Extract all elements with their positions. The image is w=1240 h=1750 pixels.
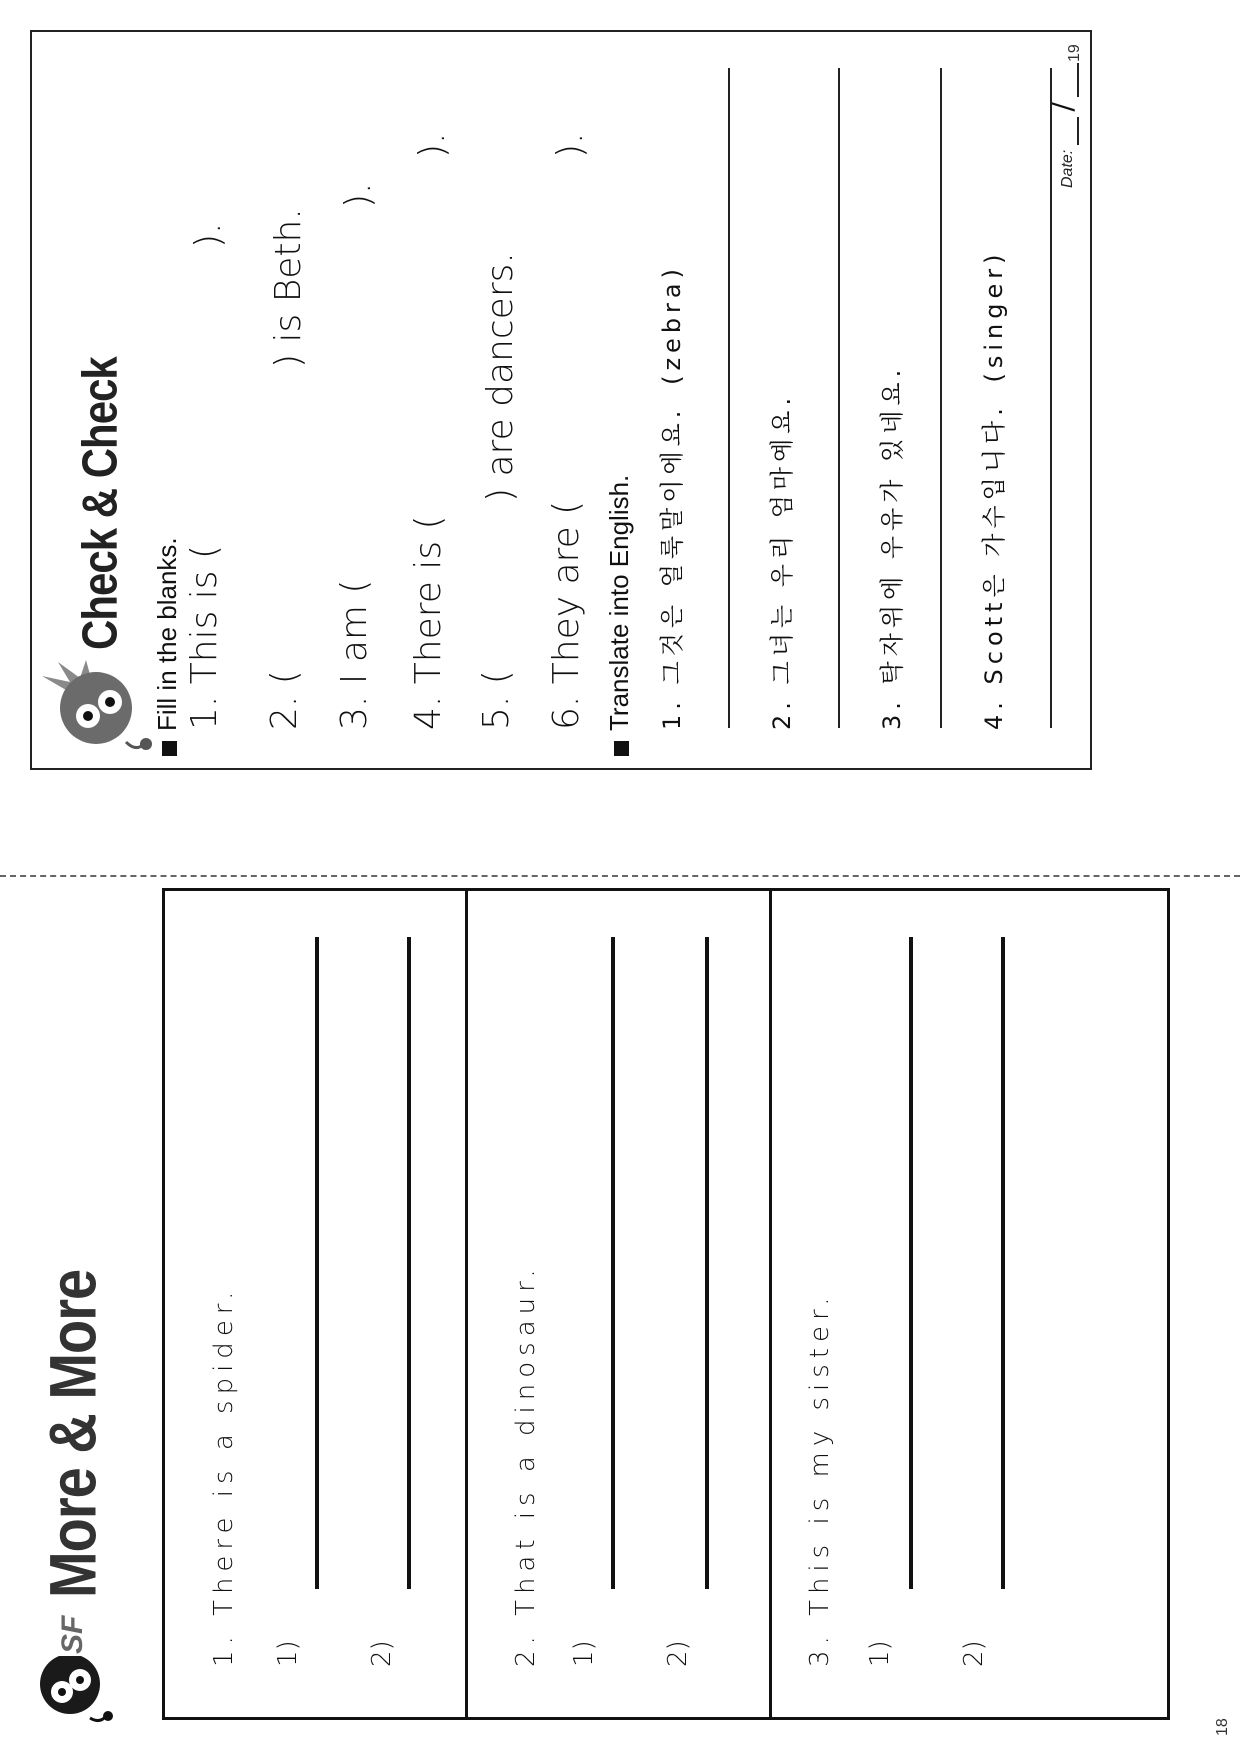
fold-line: [0, 875, 1240, 877]
more-and-more-logo: [32, 1656, 114, 1728]
translate-text: 4. Scott은 가수입니다.: [980, 403, 1008, 730]
fill-instruction-text: Fill in the blanks.: [152, 537, 182, 731]
answer-line[interactable]: [705, 937, 709, 1589]
fill-item-end: ).: [188, 222, 229, 248]
translate-instruction: [604, 475, 635, 756]
page-heading-more: More & More: [35, 1269, 110, 1598]
page-number-left: 18: [1214, 1718, 1231, 1736]
fill-item: 5. (: [476, 670, 517, 730]
sub-number: 1): [865, 1640, 895, 1667]
fill-item: 1. This is (: [184, 544, 225, 730]
exercise-prompt: 3. This is my sister.: [805, 1291, 835, 1667]
fill-instruction: [152, 537, 183, 756]
answer-line[interactable]: [407, 937, 411, 1589]
answer-line[interactable]: [611, 937, 615, 1589]
page-heading-check: Check & Check: [71, 357, 128, 650]
translate-hint: (zebra): [658, 264, 686, 385]
mascot-icon: [32, 1656, 114, 1728]
date-field[interactable]: [1046, 63, 1079, 188]
date-separator: /: [1046, 102, 1079, 112]
sub-number: 2): [663, 1640, 693, 1667]
fill-item: 2. (: [264, 670, 305, 730]
exercise-prompt: 1. There is a spider.: [209, 1285, 239, 1667]
answer-line[interactable]: [315, 937, 319, 1589]
fill-item: 6. They are (: [546, 500, 587, 730]
fill-item-end: ).: [412, 132, 453, 158]
translate-item: [974, 250, 1009, 730]
section-divider: [465, 891, 468, 1717]
sf-logo-text: SF: [56, 1615, 89, 1654]
translate-hint: (singer): [980, 249, 1008, 383]
fill-item-end: ) are dancers.: [480, 252, 521, 502]
page-number-right: 19: [1066, 44, 1083, 62]
sub-number: 2): [959, 1640, 989, 1667]
answer-line[interactable]: [1001, 937, 1005, 1589]
translate-item: [872, 365, 907, 730]
bullet-icon: [162, 741, 177, 756]
translate-item: [652, 264, 687, 730]
translate-text: 2. 그녀는 우리 엄마예요.: [768, 392, 796, 730]
sub-number: 2): [367, 1640, 397, 1667]
fill-item-end: ).: [550, 132, 591, 158]
check-box: [30, 30, 1092, 770]
sub-number: 1): [273, 1640, 303, 1667]
sub-number: 1): [569, 1640, 599, 1667]
writing-box: [162, 888, 1170, 1720]
section-divider: [769, 891, 772, 1717]
answer-line[interactable]: [728, 68, 730, 728]
fill-item: 3. I am (: [334, 579, 375, 730]
fill-item-end: ).: [338, 182, 379, 208]
exercise-prompt: 2. That is a dinosaur.: [511, 1263, 541, 1667]
translate-instruction-text: Translate into English.: [604, 474, 634, 731]
translate-item: [762, 393, 797, 730]
answer-line[interactable]: [909, 937, 913, 1589]
answer-line[interactable]: [940, 68, 942, 728]
check-logo: [36, 660, 156, 760]
fill-item: 4. There is (: [408, 515, 449, 730]
answer-line[interactable]: [838, 68, 840, 728]
fill-item-end: ) is Beth.: [268, 208, 309, 368]
mascot-icon: [36, 660, 156, 760]
translate-text: 3. 탁자위에 우유가 있네요.: [878, 364, 906, 730]
translate-text: 1. 그것은 얼룩말이에요.: [658, 405, 686, 730]
date-label: Date:: [1059, 149, 1076, 188]
bullet-icon: [614, 741, 629, 756]
